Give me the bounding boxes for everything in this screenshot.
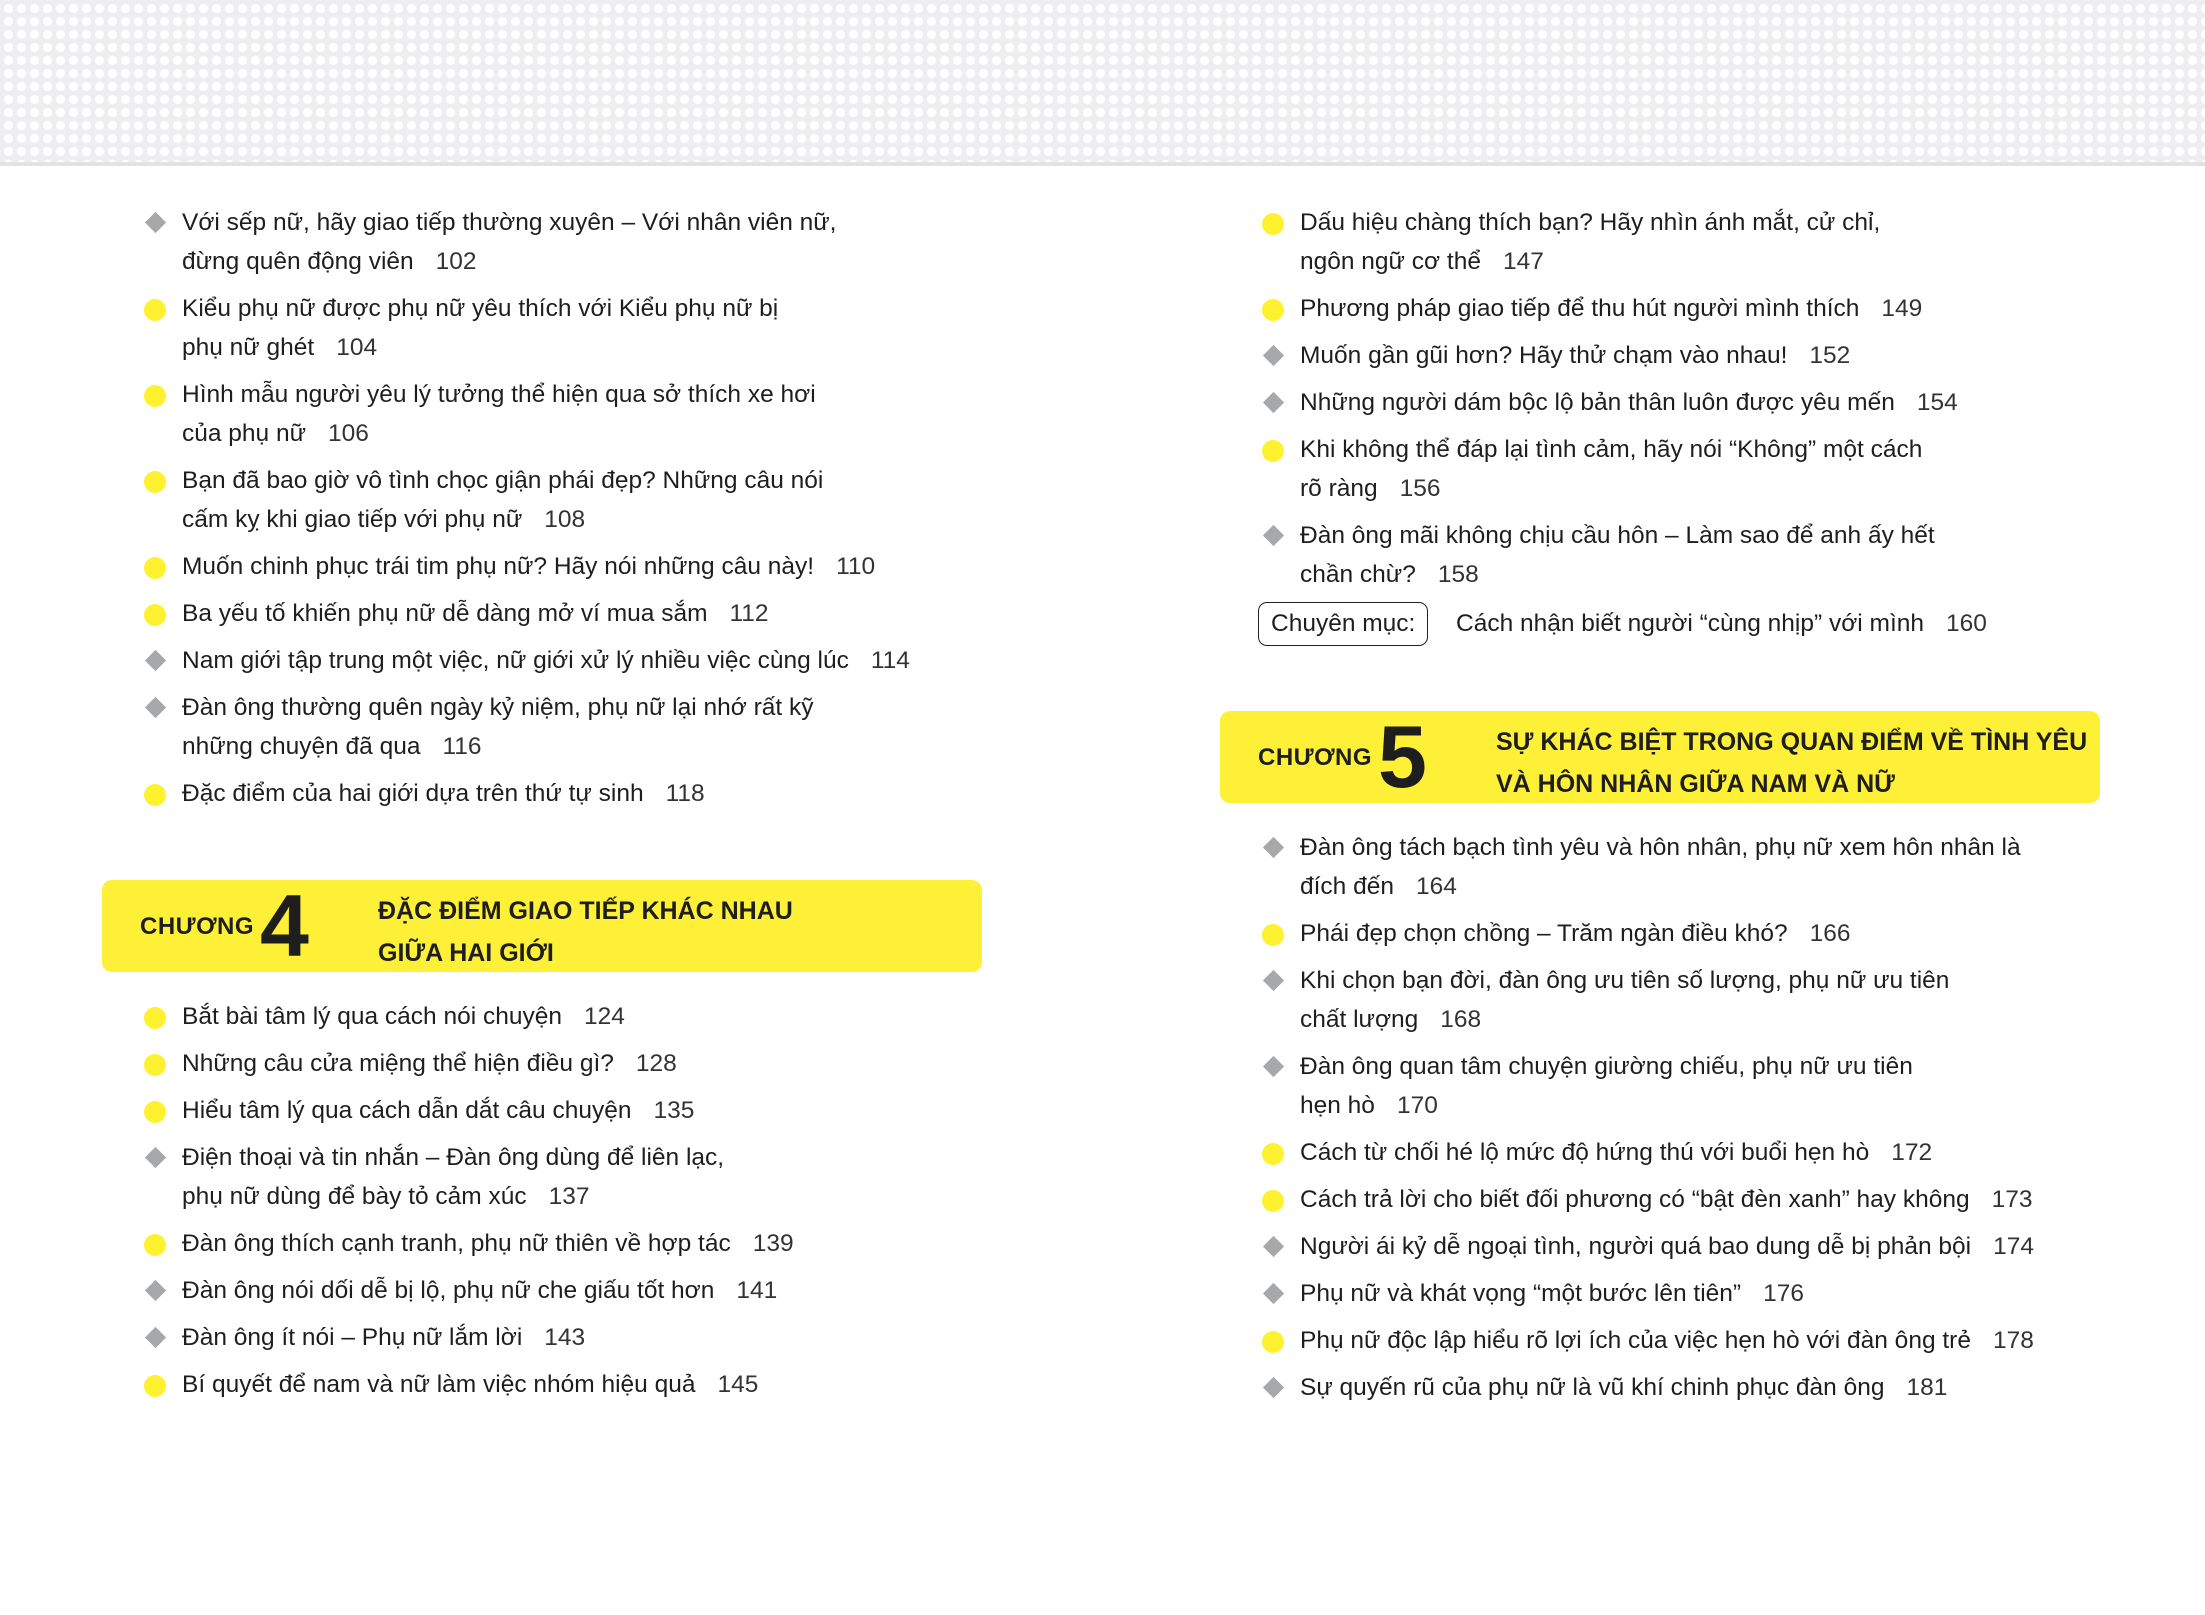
- gray-diamond-bullet-icon: [145, 650, 166, 671]
- entry-title: Bắt bài tâm lý qua cách nói chuyện: [182, 1003, 562, 1030]
- entry-line: [182, 500, 1000, 539]
- toc-entry[interactable]: [1258, 516, 2118, 594]
- entry-line: [1300, 203, 2118, 242]
- page-number: 137: [548, 1183, 590, 1210]
- entry-line: [1300, 383, 2118, 422]
- yellow-dot-bullet-icon: [144, 471, 166, 493]
- toc-entry[interactable]: [140, 1044, 1000, 1083]
- entry-title: Đàn ông nói dối dễ bị lộ, phụ nữ che giấu tốt hơn: [182, 1277, 715, 1304]
- entry-line: [1300, 1274, 2118, 1313]
- toc-entry[interactable]: [1258, 430, 2118, 508]
- left-column: [140, 203, 1000, 1412]
- entry-title: Kiểu phụ nữ được phụ nữ yêu thích với Kiểu phụ nữ bị: [182, 295, 779, 322]
- entry-title: Đặc điểm của hai giới dựa trên thứ tự sinh: [182, 780, 644, 807]
- left-entries-top: [140, 203, 1000, 813]
- right-entries-bottom: [1258, 828, 2118, 1407]
- toc-entry[interactable]: [1258, 914, 2118, 953]
- chapter-5-banner: [1220, 707, 2100, 806]
- entry-line: [1300, 1227, 2118, 1266]
- page-number: 160: [1946, 610, 1987, 637]
- entry-line: [1300, 961, 2118, 1000]
- special-section-title: [1456, 602, 1987, 646]
- gray-diamond-bullet-icon: [145, 1327, 166, 1348]
- entry-title: Bạn đã bao giờ vô tình chọc giận phái đẹp? Những câu nói: [182, 467, 824, 494]
- entry-title: đích đến: [1300, 873, 1394, 900]
- page-number: 106: [328, 420, 369, 447]
- chapter-label: CHƯƠNG: [1258, 744, 1373, 771]
- left-entries-bottom: [140, 997, 1000, 1404]
- entry-title: phụ nữ ghét: [182, 334, 315, 361]
- yellow-dot-bullet-icon: [144, 299, 166, 321]
- entry-line: [182, 375, 1000, 414]
- entry-line: [182, 289, 1000, 328]
- gray-diamond-bullet-icon: [145, 1280, 166, 1301]
- toc-entry[interactable]: [140, 641, 1000, 680]
- page-number: 114: [870, 647, 910, 674]
- entry-line: [182, 242, 1000, 281]
- page-number: 154: [1916, 389, 1958, 416]
- gray-diamond-bullet-icon: [1263, 525, 1284, 546]
- gray-diamond-bullet-icon: [1263, 837, 1284, 858]
- page-number: 172: [1891, 1139, 1933, 1166]
- entry-title: Muốn chinh phục trái tim phụ nữ? Hãy nói những câu này!: [182, 553, 815, 580]
- page-number: 145: [717, 1371, 759, 1398]
- yellow-dot-bullet-icon: [144, 1101, 166, 1123]
- yellow-dot-bullet-icon: [144, 557, 166, 579]
- entry-title: Khi chọn bạn đời, đàn ông ưu tiên số lượng, phụ nữ ưu tiên: [1300, 967, 1950, 994]
- page-number: 108: [544, 506, 586, 533]
- page-number: 152: [1809, 342, 1851, 369]
- gray-diamond-bullet-icon: [1263, 1283, 1284, 1304]
- entry-title: Cách trả lời cho biết đối phương có “bật đèn xanh” hay không: [1300, 1186, 1970, 1213]
- entry-title: rõ ràng: [1300, 475, 1378, 502]
- entry-line: [1300, 430, 2118, 469]
- entry-line: [1300, 1180, 2118, 1219]
- entry-line: [1300, 469, 2118, 508]
- gray-diamond-bullet-icon: [1263, 345, 1284, 366]
- entry-title: Điện thoại và tin nhắn – Đàn ông dùng để liên lạc,: [182, 1144, 725, 1171]
- page-number: 176: [1763, 1280, 1804, 1307]
- gray-diamond-bullet-icon: [1263, 392, 1284, 413]
- entry-title: phụ nữ dùng để bày tỏ cảm xúc: [182, 1183, 527, 1210]
- page-number: 168: [1440, 1006, 1482, 1033]
- entry-line: [1300, 336, 2118, 375]
- chapter-title: [1496, 721, 2087, 805]
- page-number: 116: [442, 733, 482, 760]
- toc-entry[interactable]: [1258, 289, 2118, 328]
- page-number: 141: [736, 1277, 778, 1304]
- entry-title: Đàn ông thường quên ngày kỷ niệm, phụ nữ lại nhớ rất kỹ: [182, 694, 814, 721]
- special-section-badge: Chuyên mục:: [1258, 602, 1428, 646]
- toc-entry[interactable]: [140, 1318, 1000, 1357]
- toc-entry[interactable]: [1258, 1047, 2118, 1125]
- entry-line: [1300, 867, 2118, 906]
- entry-line: [182, 1365, 1000, 1404]
- right-entries-top: [1258, 203, 2118, 594]
- entry-title: Hiểu tâm lý qua cách dẫn dắt câu chuyện: [182, 1097, 632, 1124]
- entry-line: [1300, 1133, 2118, 1172]
- toc-entry[interactable]: [140, 461, 1000, 539]
- entry-title: Người ái kỷ dễ ngoại tình, người quá bao dung dễ bị phản bội: [1300, 1233, 1972, 1260]
- gray-diamond-bullet-icon: [1263, 1236, 1284, 1257]
- entry-line: [182, 414, 1000, 453]
- entry-line: [1300, 289, 2118, 328]
- toc-entry[interactable]: [1258, 203, 2118, 281]
- page-number: 164: [1416, 873, 1457, 900]
- yellow-dot-bullet-icon: [1262, 1190, 1284, 1212]
- entry-line: [182, 1177, 1000, 1216]
- page-number: 124: [583, 1003, 625, 1030]
- entry-line: [182, 1224, 1000, 1263]
- chapter-number: 4: [260, 876, 309, 975]
- gray-diamond-bullet-icon: [1263, 1056, 1284, 1077]
- entry-line: [182, 1318, 1000, 1357]
- page-number: 166: [1809, 920, 1851, 947]
- entry-title: cấm kỵ khi giao tiếp với phụ nữ: [182, 506, 523, 533]
- chapter-title-line: SỰ KHÁC BIỆT TRONG QUAN ĐIỂM VỀ TÌNH YÊU: [1496, 728, 2088, 756]
- yellow-dot-bullet-icon: [144, 784, 166, 806]
- page-number: 178: [1992, 1327, 2034, 1354]
- page-number: 173: [1991, 1186, 2033, 1213]
- page-number: 128: [635, 1050, 677, 1077]
- toc-entry[interactable]: [1258, 1227, 2118, 1266]
- page-number: 139: [752, 1230, 794, 1257]
- entry-line: [1300, 1000, 2118, 1039]
- entry-title: những chuyện đã qua: [182, 733, 421, 760]
- yellow-dot-bullet-icon: [144, 1054, 166, 1076]
- entry-title: Khi không thể đáp lại tình cảm, hãy nói “Không” một cách: [1300, 436, 1923, 463]
- entry-line: [1300, 914, 2118, 953]
- entry-line: [1300, 555, 2118, 594]
- toc-entry[interactable]: [140, 774, 1000, 813]
- yellow-dot-bullet-icon: [144, 1234, 166, 1256]
- page-number: 174: [1993, 1233, 2034, 1260]
- entry-line: [1300, 1086, 2118, 1125]
- entry-line: [1300, 1368, 2118, 1407]
- chapter-title-line: GIỮA HAI GIỚI: [378, 939, 554, 967]
- toc-entry[interactable]: [140, 1365, 1000, 1404]
- entry-line: [182, 461, 1000, 500]
- page-number: 102: [435, 248, 477, 275]
- chapter-label: CHƯƠNG: [140, 913, 255, 940]
- entry-title: Phụ nữ độc lập hiểu rõ lợi ích của việc hẹn hò với đàn ông trẻ: [1300, 1327, 1971, 1354]
- chapter-4-banner: [102, 876, 982, 975]
- entry-line: [182, 727, 1000, 766]
- entry-line: [182, 1091, 1000, 1130]
- entry-line: [1300, 1047, 2118, 1086]
- entry-title: Phương pháp giao tiếp để thu hút người mình thích: [1300, 295, 1860, 322]
- entry-title: đừng quên động viên: [182, 248, 414, 275]
- toc-entry[interactable]: [1258, 336, 2118, 375]
- entry-line: [182, 997, 1000, 1036]
- toc-entry[interactable]: [140, 289, 1000, 367]
- entry-title: Đàn ông quan tâm chuyện giường chiếu, phụ nữ ưu tiên: [1300, 1053, 1913, 1080]
- entry-line: [182, 774, 1000, 813]
- toc-entry[interactable]: [1258, 1368, 2118, 1407]
- entry-title: Bí quyết để nam và nữ làm việc nhóm hiệu quả: [182, 1371, 696, 1398]
- entry-title: Nam giới tập trung một việc, nữ giới xử lý nhiều việc cùng lúc: [182, 647, 849, 674]
- toc-entry[interactable]: [140, 375, 1000, 453]
- toc-entry[interactable]: [140, 997, 1000, 1036]
- toc-entry[interactable]: [140, 594, 1000, 633]
- toc-entry[interactable]: [140, 1138, 1000, 1216]
- entry-line: [182, 547, 1000, 586]
- entry-title: Muốn gần gũi hơn? Hãy thử chạm vào nhau!: [1300, 342, 1788, 369]
- yellow-dot-bullet-icon: [1262, 299, 1284, 321]
- entry-line: [1300, 516, 2118, 555]
- entry-title: Phụ nữ và khát vọng “một bước lên tiên”: [1300, 1280, 1742, 1307]
- toc-entry[interactable]: [1258, 1274, 2118, 1313]
- gray-diamond-bullet-icon: [145, 1147, 166, 1168]
- chapter-title-line: VÀ HÔN NHÂN GIỮA NAM VÀ NỮ: [1496, 770, 1895, 798]
- page-number: 104: [336, 334, 378, 361]
- entry-line: [1300, 1321, 2118, 1360]
- toc-entry[interactable]: [140, 688, 1000, 766]
- toc-entry[interactable]: [140, 1224, 1000, 1263]
- toc-entry[interactable]: [140, 1091, 1000, 1130]
- yellow-dot-bullet-icon: [1262, 1331, 1284, 1353]
- gray-diamond-bullet-icon: [145, 212, 166, 233]
- header-dot-pattern: [0, 0, 2205, 162]
- entry-title: Sự quyến rũ của phụ nữ là vũ khí chinh phục đàn ông: [1300, 1374, 1885, 1401]
- entry-title: Với sếp nữ, hãy giao tiếp thường xuyên – Với nhân viên nữ,: [182, 209, 837, 236]
- yellow-dot-bullet-icon: [1262, 924, 1284, 946]
- page-number: 158: [1437, 561, 1479, 588]
- special-section-entry[interactable]: [1258, 602, 2118, 648]
- entry-title: Ba yếu tố khiến phụ nữ dễ dàng mở ví mua sắm: [182, 600, 708, 627]
- page-number: 181: [1906, 1374, 1948, 1401]
- entry-title: Cách nhận biết người “cùng nhịp” với mình: [1456, 610, 1925, 637]
- page-number: 143: [544, 1324, 586, 1351]
- toc-entry[interactable]: [1258, 961, 2118, 1039]
- page-number: 149: [1881, 295, 1923, 322]
- toc-entry[interactable]: [140, 547, 1000, 586]
- yellow-dot-bullet-icon: [1262, 1143, 1284, 1165]
- header-divider: [0, 162, 2205, 166]
- entry-title: Những người dám bộc lộ bản thân luôn được yêu mến: [1300, 389, 1895, 416]
- entry-line: [182, 594, 1000, 633]
- toc-entry[interactable]: [1258, 383, 2118, 422]
- page-number: 156: [1399, 475, 1441, 502]
- entry-line: [182, 1271, 1000, 1310]
- page-number: 112: [729, 600, 769, 627]
- yellow-dot-bullet-icon: [1262, 213, 1284, 235]
- chapter-title: [378, 890, 793, 974]
- page-number: 118: [665, 780, 705, 807]
- entry-title: Hình mẫu người yêu lý tưởng thể hiện qua sở thích xe hơi: [182, 381, 816, 408]
- entry-title: chất lượng: [1300, 1006, 1419, 1033]
- entry-line: [182, 641, 1000, 680]
- toc-entry[interactable]: [1258, 828, 2118, 906]
- entry-title: Những câu cửa miệng thể hiện điều gì?: [182, 1050, 614, 1077]
- gray-diamond-bullet-icon: [1263, 970, 1284, 991]
- entry-line: [182, 1138, 1000, 1177]
- page-number: 110: [836, 553, 876, 580]
- page-number: 135: [653, 1097, 695, 1124]
- entry-title: Đàn ông tách bạch tình yêu và hôn nhân, phụ nữ xem hôn nhân là: [1300, 834, 2021, 861]
- yellow-dot-bullet-icon: [144, 1007, 166, 1029]
- page-number: 170: [1396, 1092, 1438, 1119]
- entry-line: [182, 203, 1000, 242]
- entry-title: chần chừ?: [1300, 561, 1416, 588]
- gray-diamond-bullet-icon: [1263, 1377, 1284, 1398]
- chapter-number: 5: [1378, 707, 1427, 806]
- toc-entry[interactable]: [140, 203, 1000, 281]
- entry-title: ngôn ngữ cơ thể: [1300, 248, 1481, 275]
- entry-line: [1300, 242, 2118, 281]
- toc-entry[interactable]: [140, 1271, 1000, 1310]
- entry-title: Đàn ông mãi không chịu cầu hôn – Làm sao để anh ấy hết: [1300, 522, 1935, 549]
- entry-title: hẹn hò: [1300, 1092, 1375, 1119]
- entry-line: [182, 328, 1000, 367]
- yellow-dot-bullet-icon: [1262, 440, 1284, 462]
- gray-diamond-bullet-icon: [145, 697, 166, 718]
- entry-title: Cách từ chối hé lộ mức độ hứng thú với buổi hẹn hò: [1300, 1139, 1870, 1166]
- chapter-title-line: ĐẶC ĐIỂM GIAO TIẾP KHÁC NHAU: [378, 897, 793, 925]
- entry-title: Phái đẹp chọn chồng – Trăm ngàn điều khó?: [1300, 920, 1788, 947]
- toc-entry[interactable]: [1258, 1180, 2118, 1219]
- right-column: [1258, 203, 2118, 1415]
- entry-line: [1300, 828, 2118, 867]
- page-number: 147: [1502, 248, 1544, 275]
- entry-line: [182, 688, 1000, 727]
- yellow-dot-bullet-icon: [144, 385, 166, 407]
- yellow-dot-bullet-icon: [144, 604, 166, 626]
- yellow-dot-bullet-icon: [144, 1375, 166, 1397]
- entry-title: Dấu hiệu chàng thích bạn? Hãy nhìn ánh mắt, cử chỉ,: [1300, 209, 1881, 236]
- entry-line: [182, 1044, 1000, 1083]
- entry-title: của phụ nữ: [182, 420, 307, 447]
- toc-entry[interactable]: [1258, 1133, 2118, 1172]
- toc-entry[interactable]: [1258, 1321, 2118, 1360]
- entry-title: Đàn ông thích cạnh tranh, phụ nữ thiên về hợp tác: [182, 1230, 731, 1257]
- entry-title: Đàn ông ít nói – Phụ nữ lắm lời: [182, 1324, 523, 1351]
